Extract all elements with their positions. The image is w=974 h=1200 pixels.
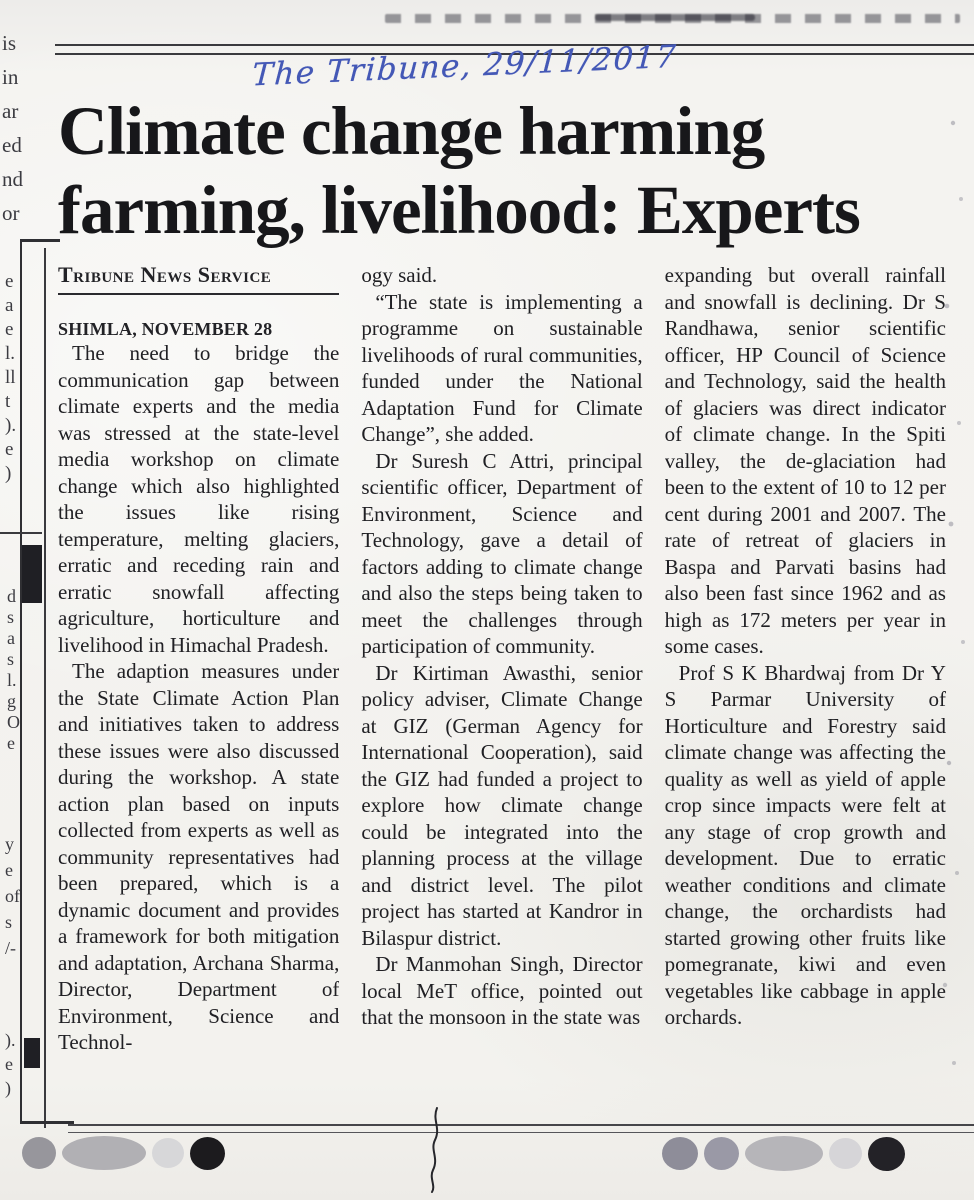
cut-letter: ). [5,1030,16,1050]
cut-letter: ar [2,99,19,123]
cut-letter: ) [5,1078,11,1098]
margin-cut-letters-mid [7,586,20,754]
article-column-3 [665,262,946,1118]
ink-dots-right [662,1136,905,1171]
ink-dot [190,1137,225,1170]
cut-letter: e [5,271,14,292]
cut-letter: e [7,733,15,753]
bottom-double-rule [68,1124,974,1133]
margin-cut-letters-lower [5,831,20,961]
cut-letter: l. [5,343,16,364]
scan-speckles [0,0,2,2]
cut-letter: g [7,691,16,711]
ink-dot [829,1138,862,1169]
cut-letter: l. [7,670,17,690]
paragraph: “The state is implementing a programme on sustainable livelihoods of rural communities, funded under the National Adaptation Fund for Climate Change”, she added. [361,289,643,446]
cut-letter: ). [5,415,17,436]
cut-letter: ed [2,133,22,157]
clip-border-line [20,240,22,1124]
paragraph: Prof S K Bhardwaj from Dr Y S Parmar University of Horticulture and Forestry said climate change was affecting the quality as well as yield of apple crop since impacts were felt at any stage of crop growth and development. Due to erratic weather conditions and climate change, the orchardists had started growing other fruits like pomegranate, kiwi and even vegetables like cabbage in apple orchards. [664,660,946,1029]
cut-letter: e [5,860,13,880]
cut-letter: in [2,65,19,89]
handwritten-annotation: The Tribune, 29/11/2017 [251,38,679,94]
paragraph: Dr Manmohan Singh, Director local MeT office, pointed out that the monsoon in the state was [361,952,643,1029]
article-column-2 [361,262,642,1118]
cut-letter: nd [2,167,23,191]
cut-letter: d [7,586,16,606]
ink-block-artifact [22,545,42,603]
byline: Tribune News Service [58,262,339,295]
ink-block-artifact [24,1038,40,1068]
paragraph: The need to bridge the communication gap between climate experts and the media was stressed at the state-level media workshop on climate change which also highlighted the issues like rising temperature, melting glaciers, erratic and receding rain and erratic snowfall affecting agriculture, horticulture and livelihood in Himachal Pradesh. [58,341,340,657]
cut-letter: is [2,31,17,55]
headline-line1: Climate change harming [58,93,765,169]
paragraph-continuation: ogy said. [361,263,438,287]
paragraph: The adaption measures under the State Climate Action Plan and initiatives taken to address these issues were also discussed during the workshop. A state action plan based on inputs collected from experts as well as community representatives had been prepared, which is a dynamic document and provides a framework for both mitigation and adaptation, Archana Sharma, Director, Department of Environment, Science and Technol- [58,659,340,1054]
cut-letter: e [5,439,14,460]
clip-border-tick-mid [0,532,42,534]
cut-letter: or [2,201,20,225]
cut-letter: t [5,391,11,412]
clip-border-tick-top [20,239,60,242]
cut-letter: ll [5,367,16,388]
article-column-1 [58,262,339,1118]
dateline: SHIMLA, NOVEMBER 28 [58,319,273,339]
ink-dot [62,1136,146,1170]
ink-dot [745,1136,823,1171]
paragraph: Dr Kirtiman Awasthi, senior policy adviser, Climate Change at GIZ (German Agency for International Cooperation), said the GIZ had funded a project to explore how climate change could be integrated into the planning process at the village and district level. The pilot project has started at Kandror in Bilaspur district. [361,660,643,950]
cut-letter: of [5,886,20,906]
article-body [58,262,946,1118]
paragraph-continuation: expanding but overall rainfall and snowfall is declining. Dr S Randhawa, senior scientific officer, HP Council of Science and Technology, said the health of glaciers was direct indicator of climate change. In the Spiti valley, the de-glaciation had been to the extent of 10 to 12 per cent during 2001 and 2007. The rate of retreat of glaciers in Baspa and Parvati basins had also been fast since 1962 and as high as 172 meters per year in some cases. [664,263,946,658]
paragraph: Dr Suresh C Attri, principal scientific officer, Department of Environment, Science and Technology, gave a detail of factors adding to climate change and also the steps being taken to meet the challenges through participation of community. [361,448,643,658]
cut-letter: /- [5,938,16,958]
cut-letter: y [5,834,14,854]
ink-dot [662,1137,698,1170]
headline [58,92,958,250]
cut-text-artifact [385,14,960,23]
margin-cut-letters-top [2,26,23,230]
ink-dot [22,1137,56,1169]
ink-dot [868,1137,905,1171]
margin-cut-letters-bottom [5,1028,16,1100]
headline-line2: farming, livelihood: Experts [58,172,860,248]
cut-letter: a [5,295,14,316]
ink-dot [704,1137,739,1170]
column-rule-line [44,248,46,1128]
cut-letter: e [5,1054,13,1074]
cut-letter: ) [5,463,12,484]
margin-cut-letters-upper [5,270,16,486]
cut-letter: a [7,628,15,648]
clip-border-tick-bottom [20,1121,74,1124]
cut-letter: s [5,912,13,932]
ink-dots-left [22,1136,225,1170]
cut-letter: s [7,649,15,669]
cut-letter: e [5,319,14,340]
cut-letter: s [7,607,15,627]
cut-letter: O [7,712,20,732]
ink-dot [152,1138,184,1168]
ink-squiggle [428,1106,444,1194]
